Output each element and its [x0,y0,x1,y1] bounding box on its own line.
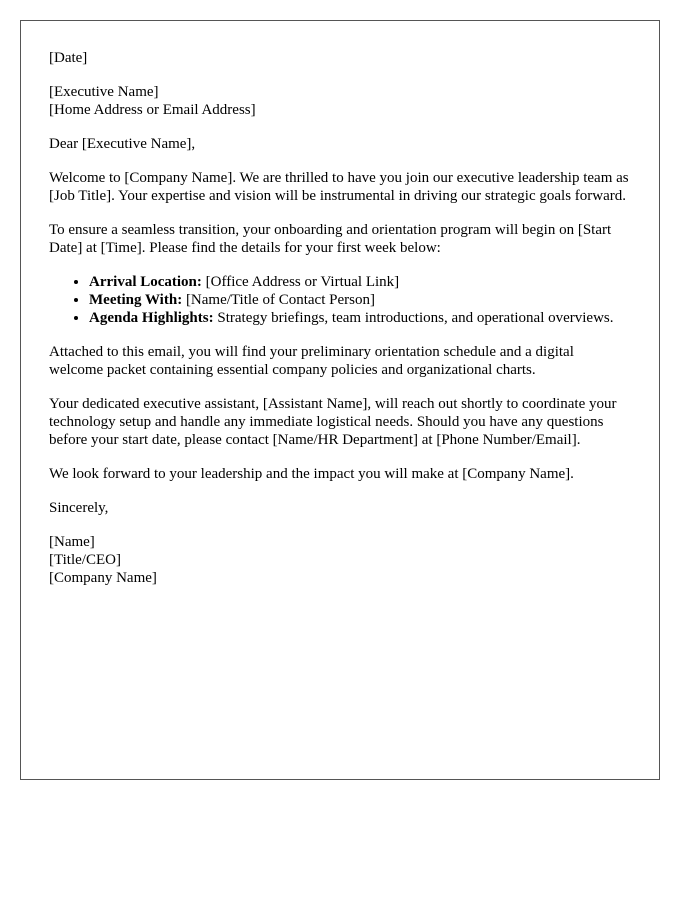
letter-date: [Date] [49,50,88,66]
signature-company: [Company Name] [49,570,157,586]
transition-paragraph: To ensure a seamless transition, your onboarding and orientation program will begin on [Start Date] at [Time]. Please find the details for your first week below: [49,222,612,256]
list-item [89,291,631,309]
closing: Sincerely, [49,500,109,516]
signature-name: [Name] [49,534,95,550]
attachment-paragraph: Attached to this email, you will find your preliminary orientation schedule and a digital welcome packet containing essential company policies and organizational charts. [49,344,574,378]
list-item-label: Agenda Highlights: [89,310,214,326]
welcome-paragraph: Welcome to [Company Name]. We are thrilled to have you join our executive leadership team as [Job Title]. Your expertise and vision will be instrumental in driving our strategic goals forward. [49,170,629,204]
assistant-paragraph: Your dedicated executive assistant, [Assistant Name], will reach out shortly to coordinate your technology setup and handle any immediate logistical needs. Should you have any questions before your start date, please contact [Name/HR Department] at [Phone Number/Email]. [49,396,617,448]
recipient-address: [Home Address or Email Address] [49,102,256,118]
recipient-block [49,83,631,119]
list-item-label: Meeting With: [89,292,183,308]
list-item-text: [Name/Title of Contact Person] [182,292,375,308]
salutation: Dear [Executive Name], [49,136,196,152]
list-item-text: Strategy briefings, team introductions, and operational overviews. [213,310,614,326]
list-item [89,309,631,327]
recipient-name: [Executive Name] [49,84,159,100]
signature-title: [Title/CEO] [49,552,121,568]
list-item [89,273,631,291]
signature-block [49,533,631,587]
list-item-text: [Office Address or Virtual Link] [201,274,400,290]
list-item-label: Arrival Location: [89,274,202,290]
first-week-details-list [49,273,631,327]
closing-paragraph: We look forward to your leadership and the impact you will make at [Company Name]. [49,466,574,482]
letter-page [20,20,660,780]
